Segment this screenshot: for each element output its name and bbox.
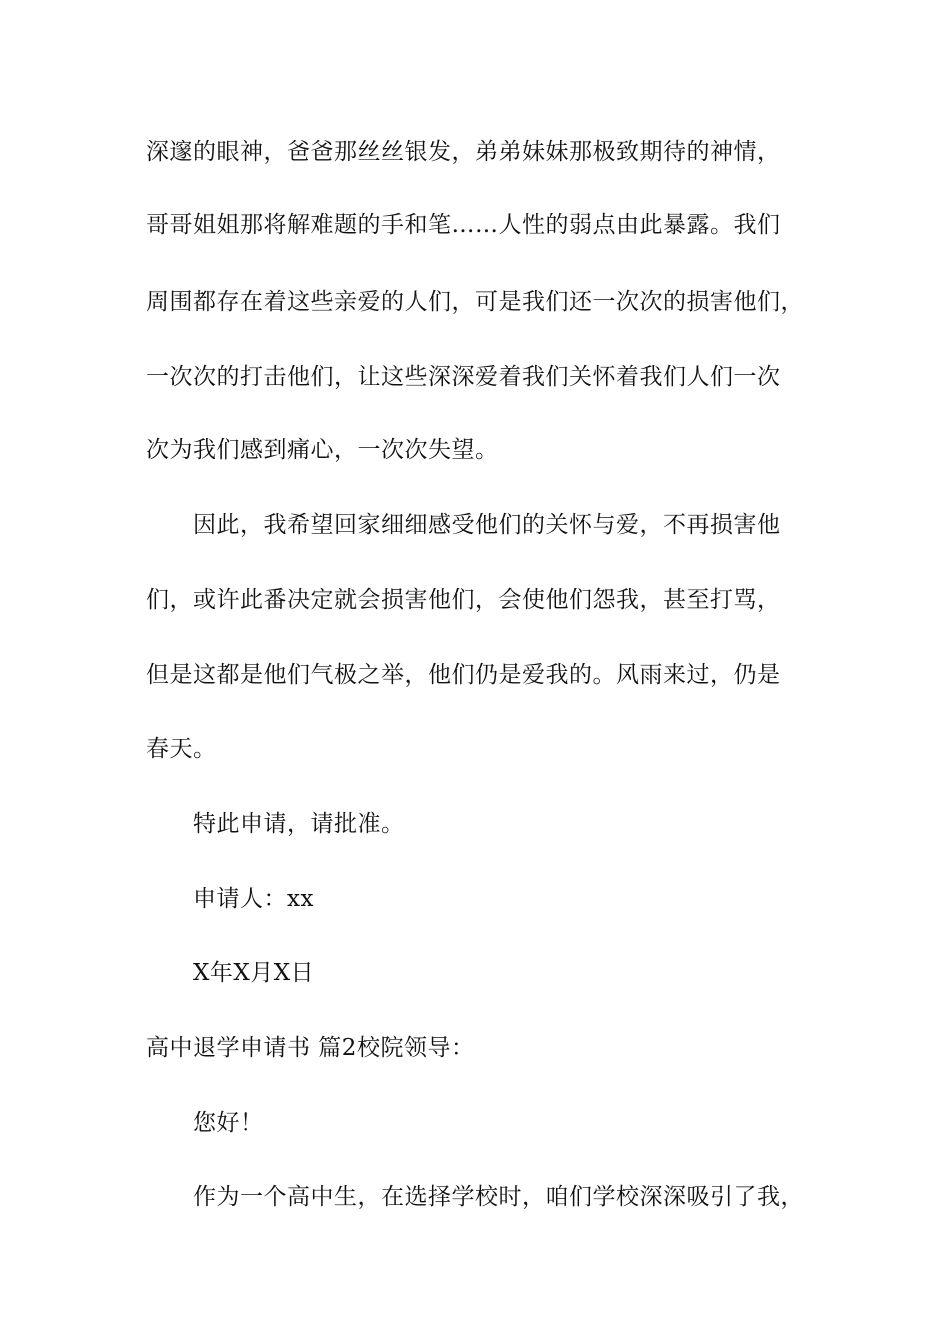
body-text-line: 哥哥姐姐那将解难题的手和笔……人性的弱点由此暴露。我们 bbox=[146, 212, 781, 238]
body-text-line: 们，或许此番决定就会损害他们，会使他们怨我，甚至打骂， bbox=[146, 587, 781, 613]
greeting: 您好！ bbox=[193, 1110, 264, 1136]
closing-request: 特此申请，请批准。 bbox=[193, 811, 405, 837]
body-text-line: 但是这都是他们气极之举，他们仍是爱我的。风雨来过，仍是 bbox=[146, 662, 781, 688]
body-text-line: 深邃的眼神，爸爸那丝丝银发，弟弟妹妹那极致期待的神情， bbox=[146, 139, 781, 165]
date-line: X年X月X日 bbox=[193, 960, 315, 986]
paragraph-first-line: 因此，我希望回家细细感受他们的关怀与爱，不再损害他 bbox=[193, 512, 781, 538]
applicant-signature: 申请人：xx bbox=[193, 886, 314, 912]
section-heading: 高中退学申请书 篇2校院领导： bbox=[146, 1035, 475, 1061]
paragraph-first-line: 作为一个高中生，在选择学校时，咱们学校深深吸引了我， bbox=[193, 1184, 804, 1210]
body-text-line: 周围都存在着这些亲爱的人们，可是我们还一次次的损害他们， bbox=[146, 289, 804, 315]
body-text-line: 一次次的打击他们，让这些深深爱着我们关怀着我们人们一次 bbox=[146, 364, 781, 390]
body-text-line: 春天。 bbox=[146, 736, 217, 762]
body-text-line: 次为我们感到痛心，一次次失望。 bbox=[146, 437, 499, 463]
